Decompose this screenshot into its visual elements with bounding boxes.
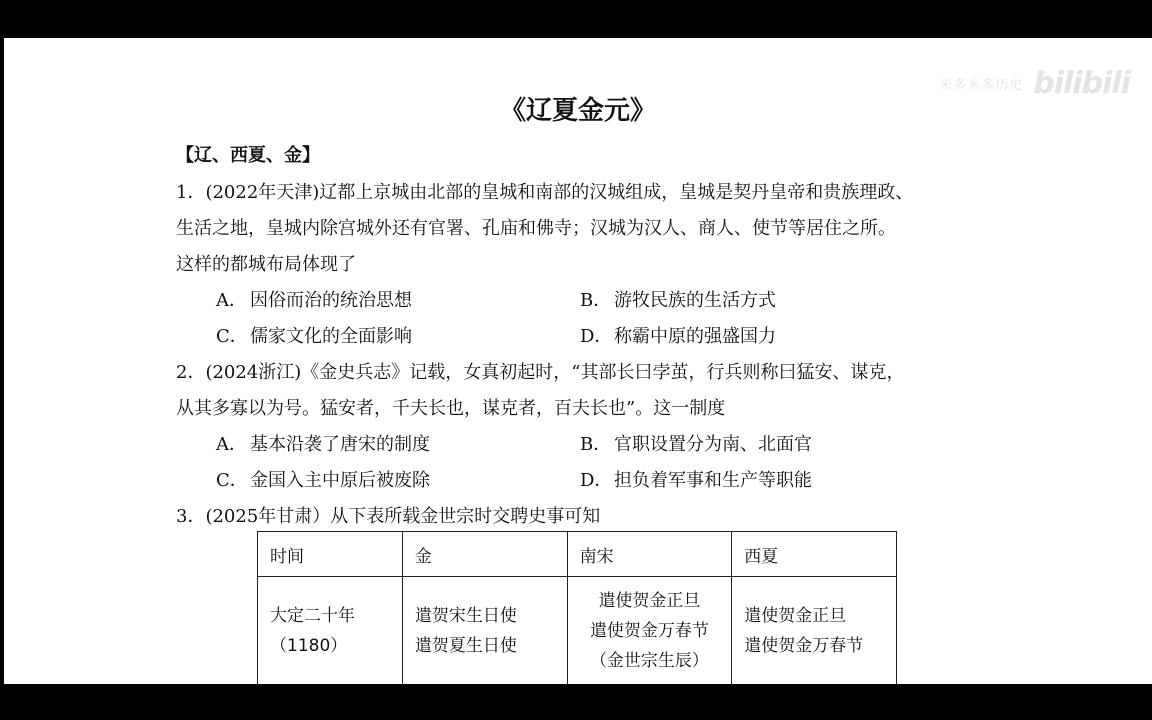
option-text: 儒家文化的全面影响 <box>250 326 412 347</box>
table-cell-time <box>258 577 403 685</box>
option-letter: D． <box>580 470 613 491</box>
document-title: 《辽夏金元》 <box>499 96 656 126</box>
option-letter: C． <box>216 470 248 491</box>
cell-text: 遣使贺金万春节 <box>589 621 709 641</box>
question-2-option-b <box>580 430 812 456</box>
option-letter: C． <box>216 326 248 347</box>
table-cell-xixia <box>732 577 897 685</box>
question-1-option-a <box>216 286 412 312</box>
cell-text: （金世宗生辰） <box>589 651 709 671</box>
diplomacy-table <box>257 531 897 684</box>
document-page <box>4 38 1152 684</box>
option-text: 称霸中原的强盛国力 <box>614 326 776 347</box>
video-bottom-letterbox <box>0 684 1152 720</box>
question-1-option-b <box>580 286 776 312</box>
option-letter: D． <box>580 326 613 347</box>
cell-text: 遣贺夏生日使 <box>414 636 517 656</box>
option-letter: B． <box>580 434 612 455</box>
option-letter: A． <box>216 290 247 311</box>
question-1-option-d <box>580 322 776 348</box>
cell-text: （1180） <box>270 636 348 656</box>
watermark-user: 米多米多历史 <box>939 78 1024 93</box>
question-3-line-1: 3．(2025年甘肃）从下表所载金世宗时交聘史事可知 <box>176 506 601 527</box>
cell-text: 大定二十年 <box>270 606 355 626</box>
cell-text: 遣使贺金万春节 <box>744 636 864 656</box>
table-header-cell: 金 <box>402 532 567 577</box>
table-header-cell: 时间 <box>258 532 403 577</box>
table-header-cell: 西夏 <box>732 532 897 577</box>
question-2-option-a <box>216 430 430 456</box>
option-text: 官职设置分为南、北面官 <box>614 434 812 455</box>
option-text: 基本沿袭了唐宋的制度 <box>250 434 430 455</box>
option-text: 因俗而治的统治思想 <box>250 290 412 311</box>
section-heading: 【辽、西夏、金】 <box>176 145 320 166</box>
table-header-cell: 南宋 <box>567 532 732 577</box>
option-text: 金国入主中原后被废除 <box>250 470 430 491</box>
table-cell-song <box>567 577 732 685</box>
question-1-line-2: 生活之地，皇城内除宫城外还有官署、孔庙和佛寺；汉城为汉人、商人、使节等居住之所。 <box>176 218 896 239</box>
question-2-option-d <box>580 466 812 492</box>
option-letter: B． <box>580 290 612 311</box>
question-2-line-1: 2．(2024浙江)《金史兵志》记载，女真初起时，“其部长曰孛茧，行兵则称曰猛安、谋克， <box>176 362 905 383</box>
question-2-line-2: 从其多寡以为号。猛安者，千夫长也，谋克者，百夫长也”。这一制度 <box>176 398 726 419</box>
option-letter: A． <box>216 434 247 455</box>
question-1-option-c <box>216 322 412 348</box>
video-top-letterbox <box>0 0 1152 38</box>
question-2-option-c <box>216 466 430 492</box>
cell-text: 遣使贺金正旦 <box>744 606 847 626</box>
table-header-row <box>258 532 897 577</box>
table-row <box>258 577 897 685</box>
bilibili-logo: bilibili <box>1033 66 1130 101</box>
question-1-line-3: 这样的都城布局体现了 <box>176 254 356 275</box>
table-cell-jin <box>402 577 567 685</box>
question-1-line-1: 1．(2022年天津)辽都上京城由北部的皇城和南部的汉城组成，皇城是契丹皇帝和贵族理政、 <box>176 182 914 203</box>
cell-text: 遣使贺金正旦 <box>598 591 701 611</box>
cell-text: 遣贺宋生日使 <box>414 606 517 626</box>
option-text: 担负着军事和生产等职能 <box>614 470 812 491</box>
option-text: 游牧民族的生活方式 <box>614 290 776 311</box>
